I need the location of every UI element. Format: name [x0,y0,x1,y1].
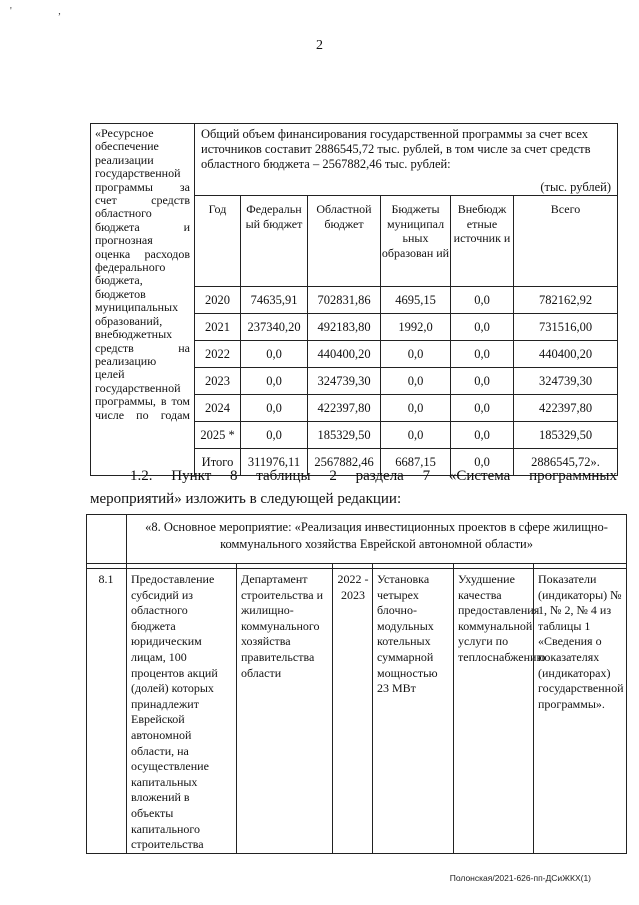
label-line: счет средств [95,193,190,208]
cell-municipal: 0,0 [381,368,451,395]
main-activity-row [87,515,627,564]
cell-regional: 324739,30 [308,368,381,395]
measure-period: 2022 - 2023 [333,569,373,854]
amendment-paragraph [90,465,617,511]
cell-federal: 0,0 [241,341,308,368]
cell-total: 2886545,72». [514,449,618,476]
resource-summary-row [91,124,618,196]
label-line: реализацию [95,353,157,368]
cell-regional: 440400,20 [308,341,381,368]
label-line: государственной [95,380,181,395]
margin-marks: ' , [10,6,83,17]
cell-municipal: 1992,0 [381,314,451,341]
cell-total: 324739,30 [514,368,618,395]
resource-table [90,123,618,476]
label-line: реализации [95,152,154,167]
label-line: федерального [95,260,166,275]
cell-year: 2021 [195,314,241,341]
header-regional: Областной бюджет [308,196,381,287]
measure-consequence: Ухудшение качества предоставления коммунальной услуги по теплоснабжению [454,569,534,854]
label-line: целей [95,367,125,382]
cell-total: 422397,80 [514,395,618,422]
cell-year: 2024 [195,395,241,422]
label-line: программы, в том [95,394,190,409]
label-line: прогнозная [95,233,153,248]
header-year: Год [195,196,241,287]
cell-regional: 492183,80 [308,314,381,341]
paragraph-line: 1.2. Пункт 8 таблицы 2 раздела 7 «Система программных [130,468,617,484]
cell-municipal: 0,0 [381,341,451,368]
label-line: бюджета, [95,273,143,288]
label-line: муниципальных [95,300,179,315]
cell-year: Итого [195,449,241,476]
measures-table [86,514,627,854]
label-line: «Ресурсное [95,126,154,140]
measure-result: Установка четырех блочно-модульных котельных суммарной мощностью 23 МВт [373,569,454,854]
cell-total: 731516,00 [514,314,618,341]
header-municipal: Бюджеты муниципал ьных образован ий [381,196,451,287]
label-line: обеспечение [95,139,159,154]
cell-offbudget: 0,0 [451,422,514,449]
cell-federal: 0,0 [241,395,308,422]
label-line: образований, [95,313,163,328]
cell-regional: 702831,86 [308,287,381,314]
cell-municipal: 0,0 [381,395,451,422]
header-federal: Федеральн ый бюджет [241,196,308,287]
cell-federal: 0,0 [241,368,308,395]
measure-number: 8.1 [87,569,127,854]
measure-row [87,569,627,854]
units-label: (тыс. рублей) [540,180,612,194]
measure-executor: Департамент строительства и жилищно-коммунального хозяйства правительства области [237,569,333,854]
cell-year: 2020 [195,287,241,314]
cell-offbudget: 0,0 [451,287,514,314]
main-activity-title: «8. Основное мероприятие: «Реализация инвестиционных проектов в сфере жилищно-коммунального хозяйства Еврейской автономной области» [127,515,627,564]
cell-year: 2022 [195,341,241,368]
label-line: числе по годам [95,407,190,422]
cell-regional: 185329,50 [308,422,381,449]
cell-year: 2023 [195,368,241,395]
cell-federal: 0,0 [241,422,308,449]
cell-offbudget: 0,0 [451,341,514,368]
measure-indicators: Показатели (индикаторы) № 1, № 2, № 4 из таблицы 1 «Сведения о показателях (индикаторах) государственной программы». [534,569,627,854]
cell-offbudget: 0,0 [451,314,514,341]
cell-federal: 311976,11 [241,449,308,476]
summary-cell [195,124,618,196]
document-code: Полонская/2021-626-пп-ДСиЖКХ(1) [449,873,591,883]
page-number: 2 [316,38,323,53]
label-line: программы за [95,179,190,194]
cell-total: 782162,92 [514,287,618,314]
label-line: бюджетов [95,286,146,301]
cell-municipal: 4695,15 [381,287,451,314]
cell-municipal: 0,0 [381,422,451,449]
cell-total: 440400,20 [514,341,618,368]
cell-regional: 2567882,46 [308,449,381,476]
cell-offbudget: 0,0 [451,395,514,422]
cell-federal: 237340,20 [241,314,308,341]
label-line: бюджета и [95,219,190,234]
cell-offbudget: 0,0 [451,368,514,395]
header-total: Всего [514,196,618,287]
label-line: областного [95,206,152,221]
cell-total: 185329,50 [514,422,618,449]
cell-regional: 422397,80 [308,395,381,422]
label-line: средств на [95,340,190,355]
label-line: оценка расходов [95,246,190,261]
cell-municipal: 6687,15 [381,449,451,476]
summary-text: Общий объем финансирования государственной программы за счет всех источников составит 2886545,72 тыс. рублей, в том числе за счет средств областного бюджета – 2567882,46 тыс. рублей: [201,127,591,171]
header-offbudget: Внебюдж етные источник и [451,196,514,287]
cell-federal: 74635,91 [241,287,308,314]
cell-offbudget: 0,0 [451,449,514,476]
cell-year: 2025 * [195,422,241,449]
paragraph-line: мероприятий» изложить в следующей редакции: [90,491,402,507]
measure-description: Предоставление субсидий из областного бюджета юридическим лицам, 100 процентов акций (долей) которых принадлежит Еврейской автономной области, на осуществление капитальных вложений в объекты капитального строительства [127,569,237,854]
label-line: государственной [95,166,181,181]
label-line: внебюджетных [95,327,173,342]
main-activity-empty-cell [87,515,127,564]
resource-label-cell [91,124,195,476]
